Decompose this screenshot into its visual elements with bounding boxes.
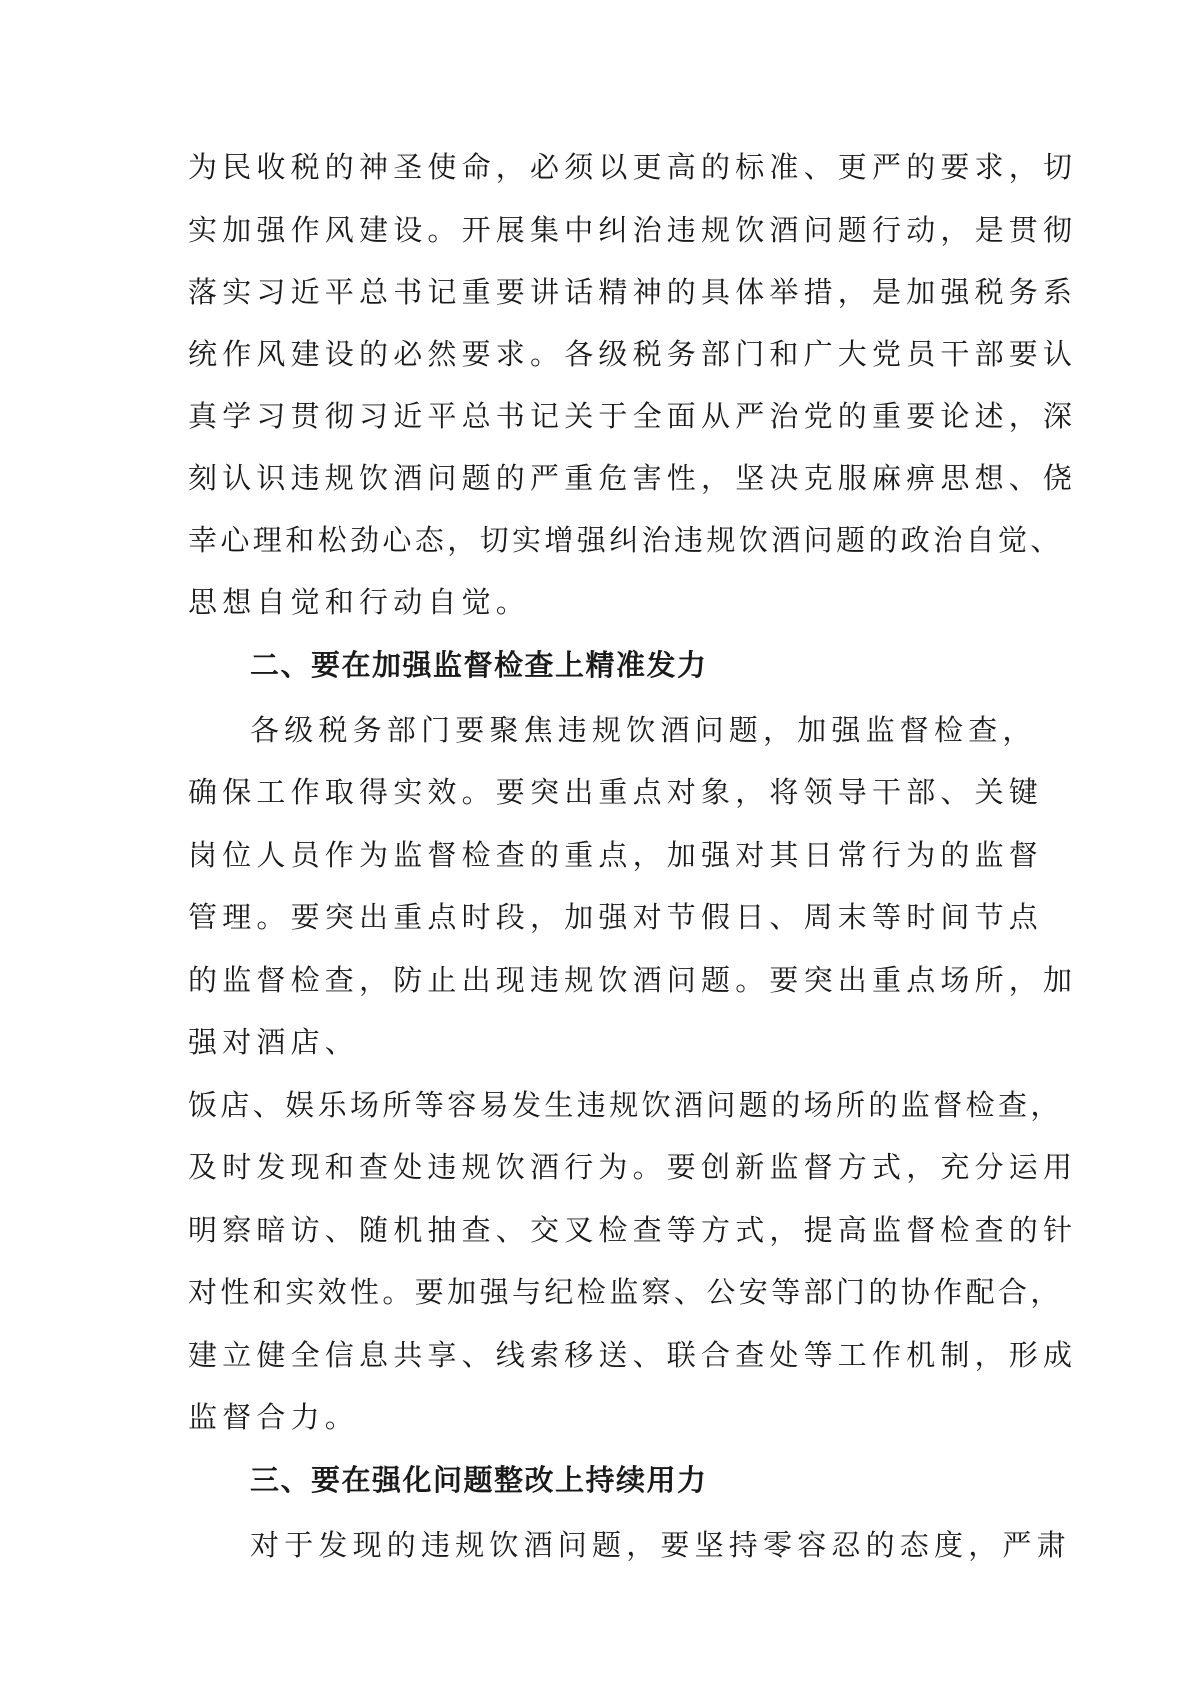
body-text-line: 对于发现的违规饮酒问题，要坚持零容忍的态度，严肃 xyxy=(250,1528,1071,1562)
body-text-line: 为民收税的神圣使命，必须以更高的标准、更严的要求，切 xyxy=(188,150,1078,184)
body-text-line: 岗位人员作为监督检查的重点，加强对其日常行为的监督 xyxy=(188,838,1044,872)
body-text-line: 确保工作取得实效。要突出重点对象，将领导干部、关键 xyxy=(188,775,1044,809)
body-text-line: 建立健全信息共享、线索移送、联合查处等工作机制，形成 xyxy=(188,1338,1078,1372)
body-text-line: 及时发现和查处违规饮酒行为。要创新监督方式，充分运用 xyxy=(188,1150,1078,1184)
section-heading-2: 二、要在加强监督检查上精准发力 xyxy=(250,648,708,682)
body-text-line: 监督合力。 xyxy=(188,1400,360,1434)
body-text-line: 各级税务部门要聚焦违规饮酒问题，加强监督检查， xyxy=(250,713,1037,747)
body-text-line: 统作风建设的必然要求。各级税务部门和广大党员干部要认 xyxy=(188,337,1078,371)
body-text-line: 落实习近平总书记重要讲话精神的具体举措，是加强税务系 xyxy=(188,275,1078,309)
body-text-line: 刻认识违规饮酒问题的严重危害性，坚决克服麻痹思想、侥 xyxy=(188,461,1078,495)
body-text-line: 实加强作风建设。开展集中纠治违规饮酒问题行动，是贯彻 xyxy=(188,213,1078,247)
body-text-line: 管理。要突出重点时段，加强对节假日、周末等时间节点 xyxy=(188,900,1044,934)
body-text-line: 真学习贯彻习近平总书记关于全面从严治党的重要论述，深 xyxy=(188,399,1078,433)
body-text-line: 强对酒店、 xyxy=(188,1025,360,1059)
body-text-line: 明察暗访、随机抽查、交叉检查等方式，提高监督检查的针 xyxy=(188,1213,1078,1247)
body-text-line: 思想自觉和行动自觉。 xyxy=(188,585,531,619)
section-heading-3: 三、要在强化问题整改上持续用力 xyxy=(250,1463,708,1497)
body-text-line: 对性和实效性。要加强与纪检监察、公安等部门的协作配合， xyxy=(188,1275,1063,1309)
body-text-line: 幸心理和松劲心态，切实增强纠治违规饮酒问题的政治自觉、 xyxy=(188,523,1063,557)
body-text-line: 饭店、娱乐场所等容易发生违规饮酒问题的场所的监督检查， xyxy=(188,1088,1063,1122)
body-text-line: 的监督检查，防止出现违规饮酒问题。要突出重点场所，加 xyxy=(188,963,1078,997)
